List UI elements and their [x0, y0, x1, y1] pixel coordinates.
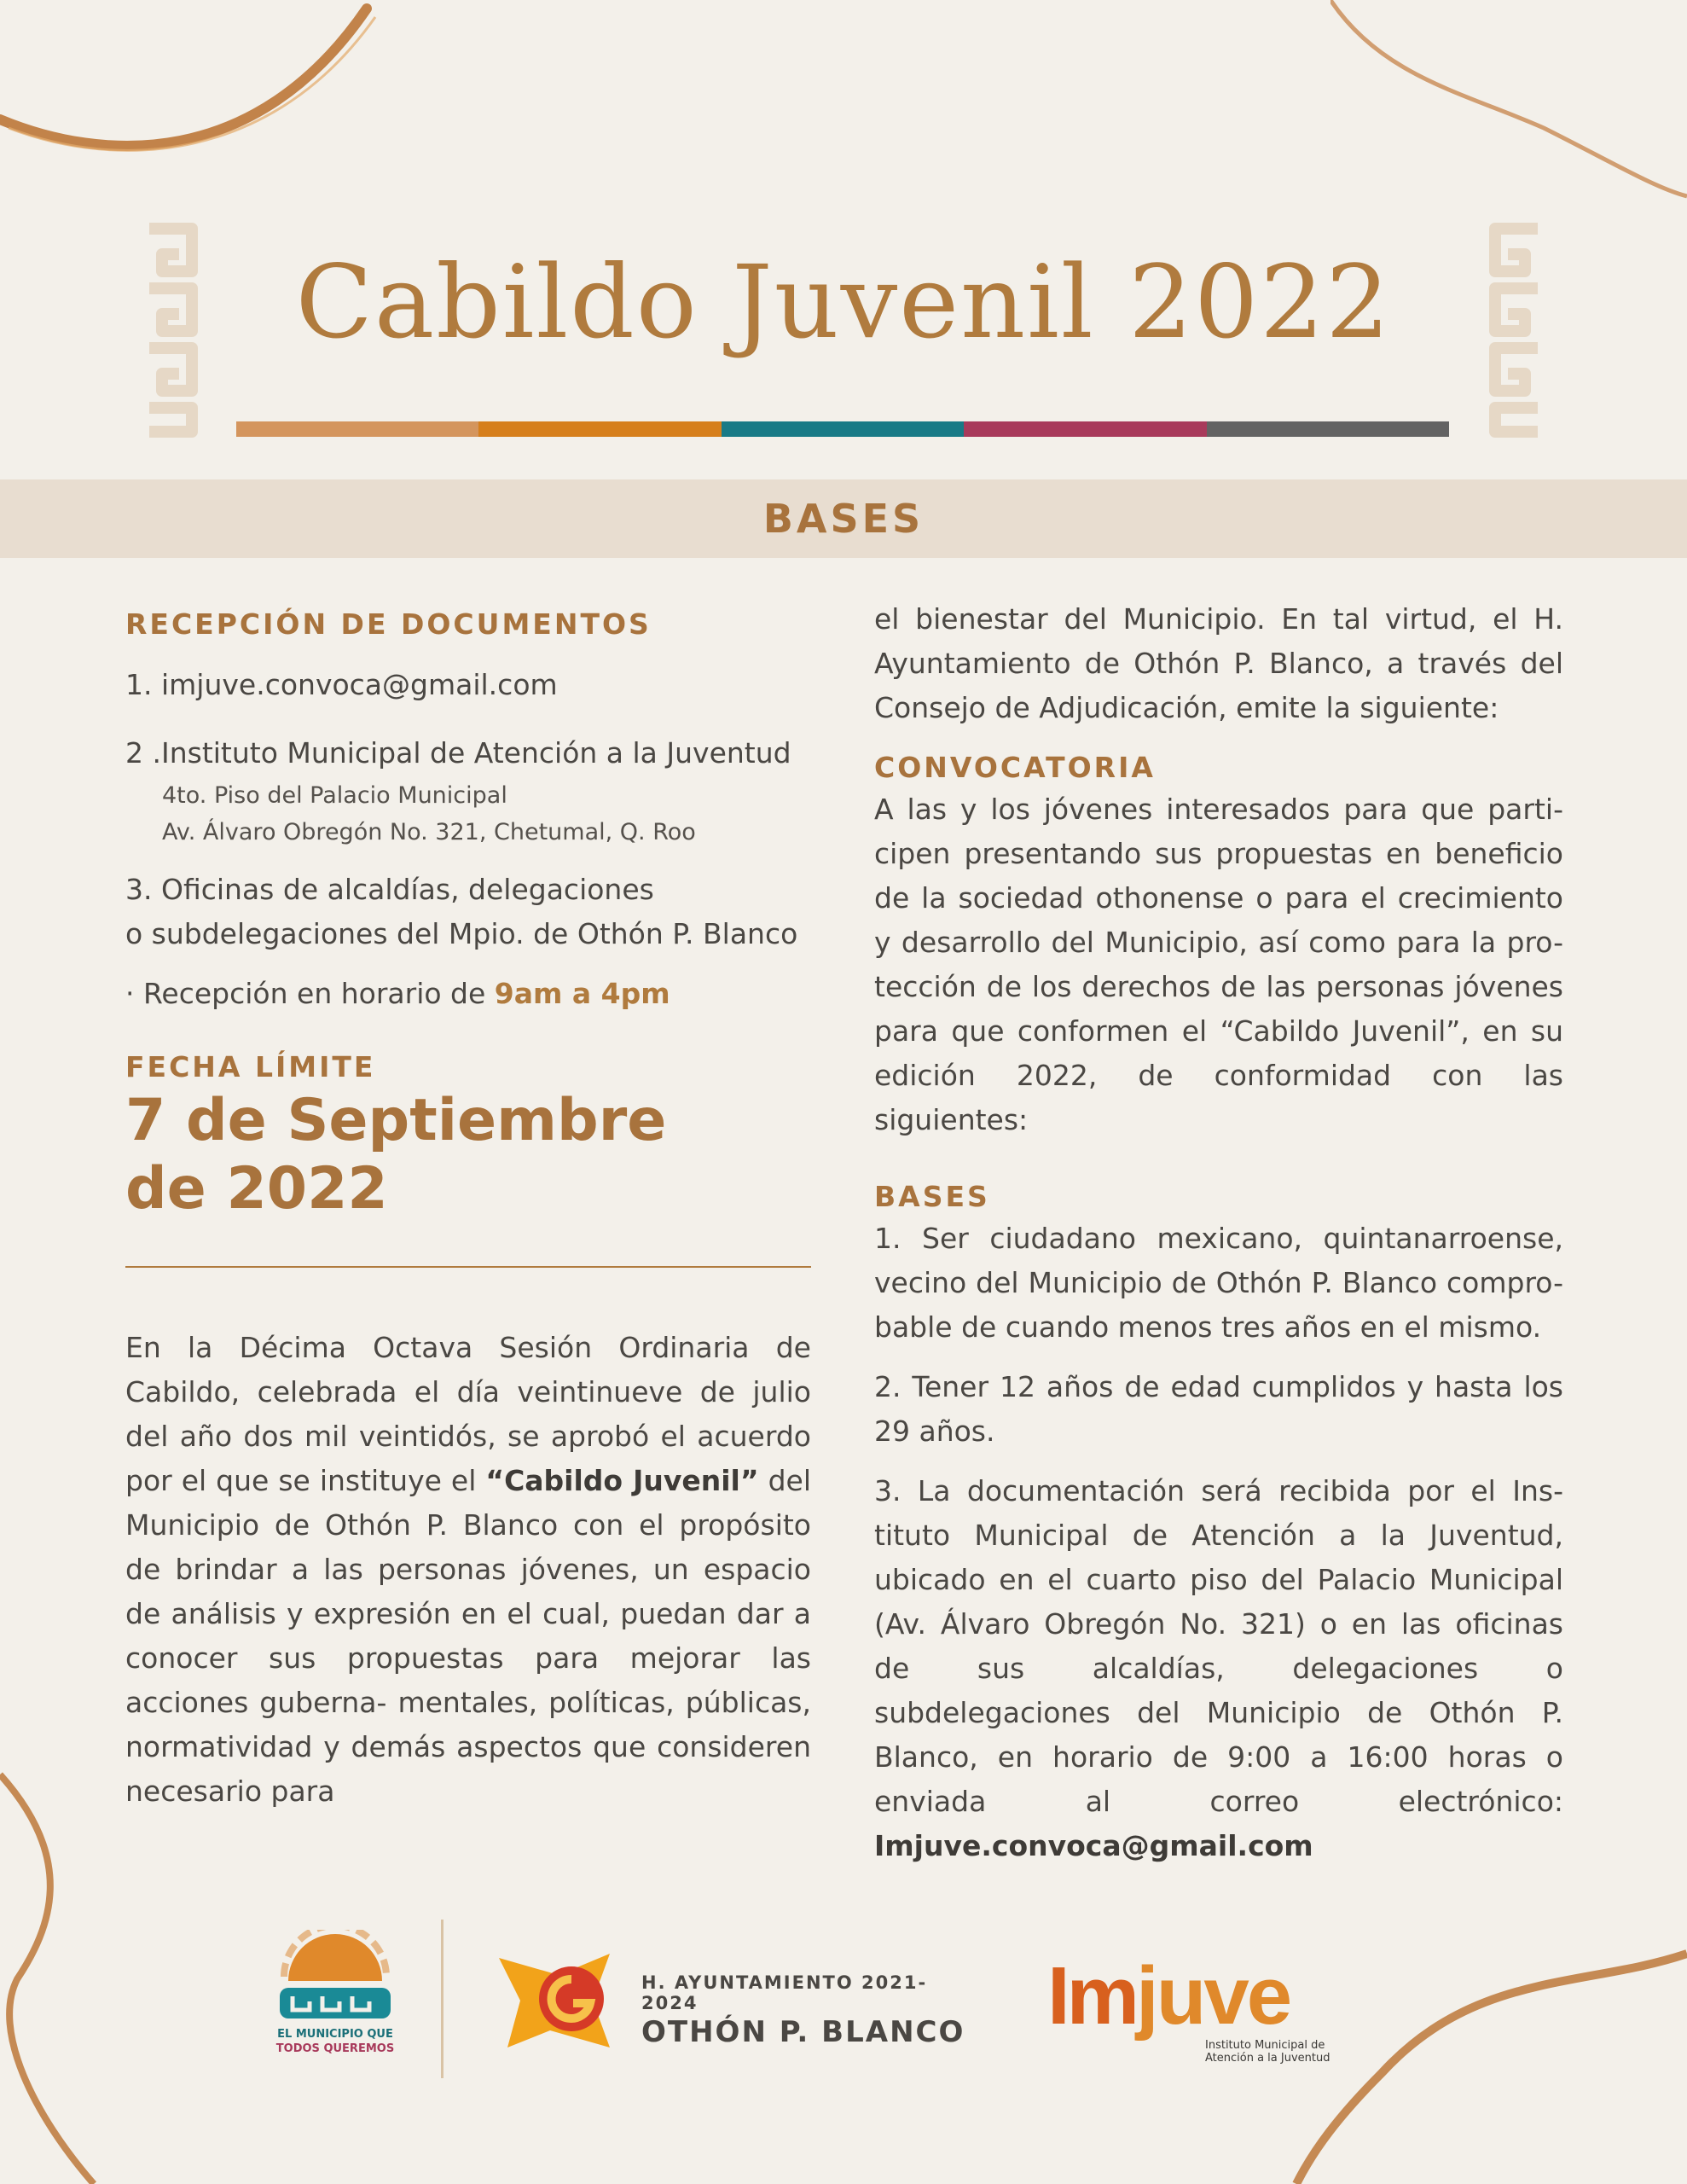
base-item-2: 2. Tener 12 años de edad cumplidos y hasta los 29 años.	[874, 1370, 1563, 1448]
sun-icon	[271, 1930, 399, 2024]
left-column	[125, 597, 811, 1814]
deadline-heading: FECHA LÍMITE	[125, 1050, 376, 1083]
intro-text-part2: del Municipio de Othón P. Blanco con el propósito de brindar a las personas jóvenes, un espacio de análisis y expresión en el cual, puedan dar a conocer sus propuestas para mejorar las acciones guberna- mentales, políticas, públicas, normatividad y demás aspectos que consideren necesario para	[125, 1464, 811, 1808]
color-stripe-segment	[722, 421, 964, 437]
institute-address-line2: Av. Álvaro Obregón No. 321, Chetumal, Q. Roo	[162, 819, 696, 845]
bases-banner: BASES	[0, 479, 1687, 558]
imjuve-subtitle-line2: Atención a la Juventud	[1205, 2052, 1330, 2065]
reception-hours-label: · Recepción en horario de	[125, 977, 486, 1010]
color-stripe-segment	[236, 421, 478, 437]
color-stripe-bar	[236, 421, 1449, 437]
imjuve-logo-juve: juve	[1136, 1950, 1290, 2042]
reception-hours	[125, 972, 811, 1016]
municipio-logo-line1: EL MUNICIPIO QUE	[277, 2028, 393, 2041]
gold-swirl-bottom-left	[0, 1757, 102, 2184]
ayuntamiento-line1: H. AYUNTAMIENTO 2021-2024	[641, 1972, 928, 2013]
deadline-date-line2: de 2022	[125, 1155, 388, 1223]
color-stripe-segment	[478, 421, 721, 437]
base-item-3	[874, 1469, 1563, 1868]
municipio-logo-line2: TODOS QUEREMOS	[275, 2042, 395, 2055]
reception-heading: RECEPCIÓN DE DOCUMENTOS	[125, 607, 652, 641]
right-column	[874, 597, 1563, 1868]
section-divider	[125, 1266, 811, 1268]
institute-address-line1: 4to. Piso del Palacio Municipal	[162, 782, 507, 809]
imjuve-subtitle-line1: Instituto Municipal de	[1205, 2039, 1325, 2052]
reception-hours-value: 9am a 4pm	[494, 977, 670, 1010]
emblem-icon	[499, 1949, 614, 2052]
imjuve-logo-subtitle	[1205, 2039, 1330, 2065]
reception-item-offices-line1: 3. Oficinas de alcaldías, delegaciones	[125, 873, 654, 906]
color-stripe-segment	[1207, 421, 1449, 437]
base-item-1: 1. Ser ciudadano mexicano, quintanarroense, vecino del Municipio de Othón P. Blanco compro- bable de cuando menos tres años en el mismo.	[874, 1222, 1563, 1344]
imjuve-logo-im: Im	[1047, 1950, 1137, 2042]
intro-text-bold: “Cabildo Juvenil”	[485, 1464, 759, 1497]
imjuve-logo	[1047, 1950, 1354, 2065]
ayuntamiento-emblem	[499, 1949, 614, 2052]
reception-item-institute: 2 .Instituto Municipal de Atención a la Juventud	[125, 736, 791, 770]
ayuntamiento-line2: OTHÓN P. BLANCO	[641, 2015, 965, 2049]
gold-swirl-top-left	[0, 0, 392, 171]
color-stripe-segment	[964, 421, 1206, 437]
bases-heading: BASES	[874, 1180, 990, 1213]
deadline-date-line1: 7 de Septiembre	[125, 1087, 667, 1154]
intro-text-part1: En la Décima Octava Sesión Ordinaria de Cabildo, celebrada el día veintinueve de julio del año dos mil veintidós, se aprobó el acuerdo por el que se instituye el	[125, 1331, 811, 1497]
gold-swirl-top-right	[1330, 0, 1687, 205]
page-title: Cabildo Juvenil 2022	[295, 243, 1392, 361]
municipio-logo	[271, 1930, 399, 2066]
intro-paragraph	[125, 1326, 811, 1814]
ayuntamiento-text	[641, 1972, 983, 2049]
contact-email: Imjuve.convoca@gmail.com	[874, 1829, 1313, 1862]
convocatoria-text: A las y los jóvenes interesados para que parti- cipen presentando sus propuestas en beneficio de la sociedad othonense o para el crecimiento y desarrollo del Municipio, así como para la pro- tección de los derechos de las personas jóvenes para que conformen el “Cabildo Juvenil”, en su edición 2022, de conformidad con las siguientes:	[874, 793, 1563, 1136]
reception-item-email: 1. imjuve.convoca@gmail.com	[125, 668, 558, 701]
footer-divider	[441, 1920, 443, 2078]
convocatoria-heading: CONVOCATORIA	[874, 751, 1156, 784]
intro-continuation: el bienestar del Municipio. En tal virtud, el H. Ayuntamiento de Othón P. Blanco, a través del Consejo de Adjudicación, emite la siguiente:	[874, 602, 1563, 724]
base-item-3-text: 3. La documentación será recibida por el Ins- tituto Municipal de Atención a la Juventud, ubicado en el cuarto piso del Palacio Municipal (Av. Álvaro Obregón No. 321) o en las oficinas de sus alcaldías, delegaciones o subdelegaciones del Municipio de Othón P. Blanco, en horario de 9:00 a 16:00 horas o enviada al correo electrónico:	[874, 1474, 1563, 1818]
reception-item-offices-line2: o subdelegaciones del Mpio. de Othón P. Blanco	[125, 917, 798, 950]
